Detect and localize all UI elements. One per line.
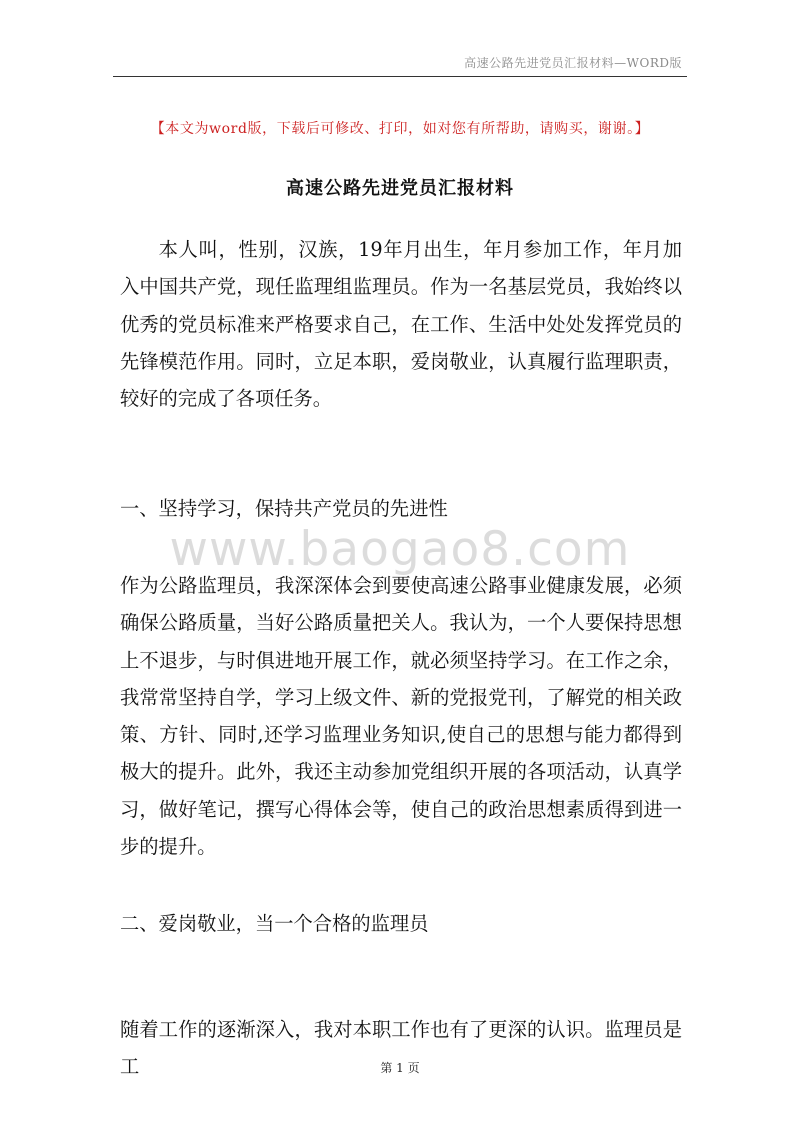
section-heading-2: 二、爱岗敬业，当一个合格的监理员 bbox=[120, 912, 429, 935]
header-divider bbox=[113, 76, 687, 77]
section-1-paragraph: 作为公路监理员，我深深体会到要使高速公路事业健康发展，必须确保公路质量，当好公路质量把关人。我认为，一个人要保持思想上不退步，与时俱进地开展工作，就必须坚持学习。在工作之余，我常常坚持自学，学习上级文件、新的党报党刊，了解党的相关政策、方针、同时,还学习监理业务知识,使自己的思想与能力都得到极大的提升。此外，我还主动参加党组织开展的各项活动，认真学习，做好笔记，撰写心得体会等，使自己的政治思想素质得到进一步的提升。 bbox=[120, 574, 682, 859]
page-number: 第 1 页 bbox=[380, 1061, 420, 1075]
purchase-notice: 【本文为word版，下载后可修改、打印，如对您有所帮助，请购买，谢谢。】 bbox=[150, 121, 650, 137]
intro-paragraph: 本人叫，性别，汉族，19年月出生，年月参加工作，年月加入中国共产党，现任监理组监理员。作为一名基层党员，我始终以优秀的党员标准来严格要求自己，在工作、生活中处处发挥党员的先锋模范作用。同时，立足本职，爱岗敬业，认真履行监理职责，较好的完成了各项任务。 bbox=[120, 238, 682, 411]
section-heading-1: 一、坚持学习，保持共产党员的先进性 bbox=[120, 497, 448, 520]
document-title: 高速公路先进党员汇报材料 bbox=[286, 178, 514, 199]
running-header: 高速公路先进党员汇报材料—WORD版 bbox=[464, 56, 682, 70]
section-2-paragraph: 随着工作的逐渐深入，我对本职工作也有了更深的认识。监理员是工 bbox=[120, 1018, 682, 1079]
watermark: www.baogao8.com bbox=[169, 522, 631, 577]
